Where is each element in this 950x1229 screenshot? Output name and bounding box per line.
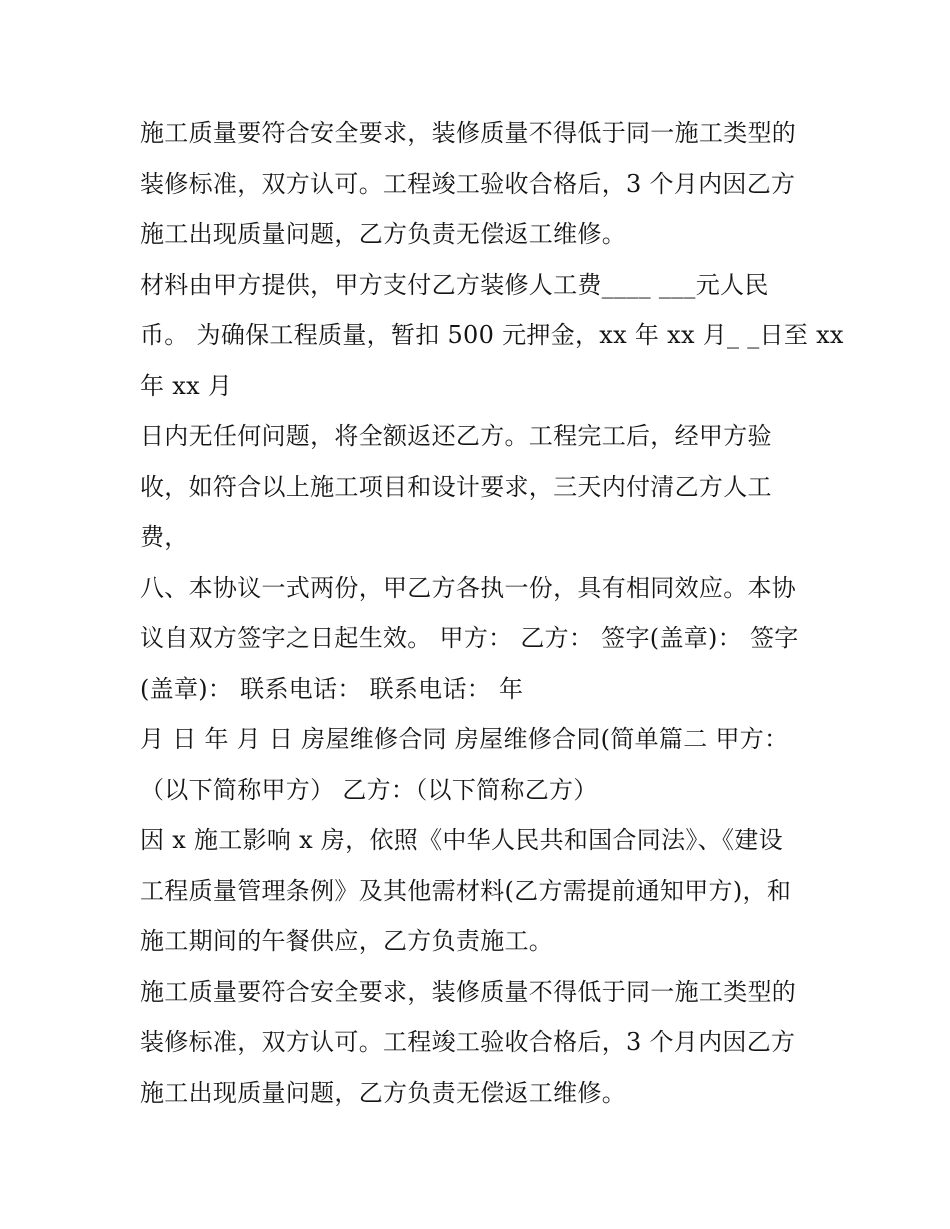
text-line: 八、本协议一式两份，甲乙方各执一份，具有相同效应。本协 <box>140 573 797 602</box>
text-line: 工程质量管理条例》及其他需材料(乙方需提前通知甲方)，和 <box>140 876 792 905</box>
text-line: 施工出现质量问题，乙方负责无偿返工维修。 <box>140 1078 626 1107</box>
text-line: 施工质量要符合安全要求，装修质量不得低于同一施工类型的 <box>140 119 797 147</box>
text-line: 日内无任何问题，将全额返还乙方。工程完工后，经甲方验 <box>140 422 772 450</box>
text-line: 议自双方签字之日起生效。 甲方： 乙方： 签字(盖章)： 签字 <box>140 624 799 652</box>
text-line: 月 日 年 月 日 房屋维修合同 房屋维修合同(简单篇二 甲方： <box>140 725 789 753</box>
text-line: （以下简称甲方） 乙方：（以下简称乙方） <box>140 775 598 804</box>
text-line: 施工期间的午餐供应，乙方负责施工。 <box>140 927 554 955</box>
text-line: 年 xx 月 <box>140 371 233 400</box>
document-body <box>140 108 844 1118</box>
text-line: 币。 为确保工程质量，暂扣 500 元押金，xx 年 xx 月_ _日至 xx <box>140 321 844 349</box>
text-line: 因 x 施工影响 x 房，依照《中华人民共和国合同法》、《建设 <box>140 826 783 854</box>
text-line: 装修标准，双方认可。工程竣工验收合格后，3 个月内因乙方 <box>140 169 796 198</box>
text-line: (盖章)： 联系电话： 联系电话： 年 <box>140 674 524 703</box>
text-line: 收，如符合以上施工项目和设计要求，三天内付清乙方人工 <box>140 472 772 501</box>
text-line: 装修标准，双方认可。工程竣工验收合格后，3 个月内因乙方 <box>140 1028 796 1056</box>
text-line: 施工质量要符合安全要求，装修质量不得低于同一施工类型的 <box>140 977 797 1006</box>
text-line: 材料由甲方提供，甲方支付乙方装修人工费____ ___元人民 <box>140 270 769 299</box>
text-line: 施工出现质量问题，乙方负责无偿返工维修。 <box>140 220 626 248</box>
text-line: 费， <box>140 523 189 551</box>
